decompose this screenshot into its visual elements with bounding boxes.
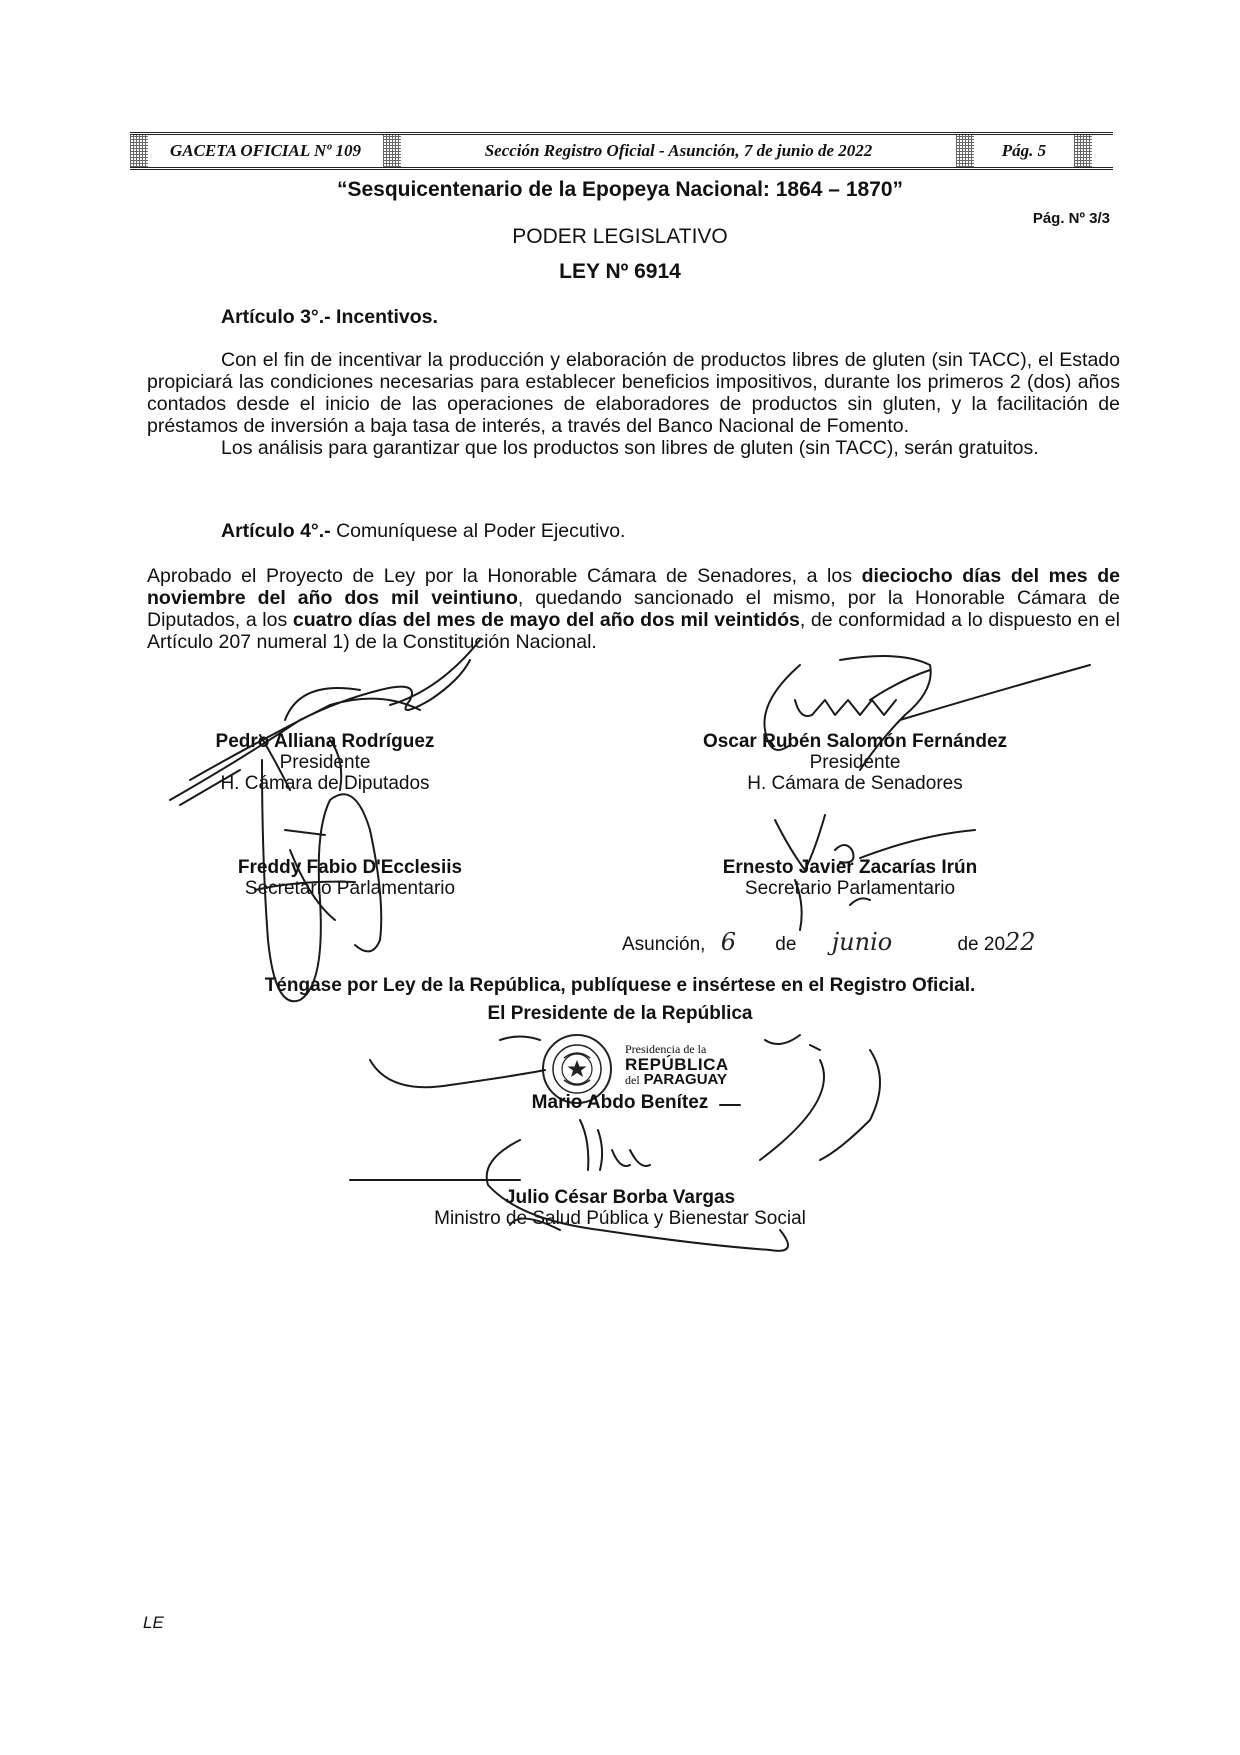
seal-line-1: Presidencia de la — [625, 1042, 707, 1056]
signatory-name: Oscar Rubén Salomón Fernández — [702, 731, 1008, 752]
minister-name: Julio César Borba Vargas — [504, 1187, 736, 1208]
signatory-senate-president — [635, 731, 1075, 794]
motto: “Sesquicentenario de la Epopeya Nacional: 1864 – 1870” — [336, 178, 904, 201]
date-month: junio — [831, 928, 893, 956]
signatory-minister — [380, 1187, 860, 1229]
signatory-title: Secretario Parlamentario — [744, 878, 956, 899]
header-hatch-pattern — [1074, 135, 1092, 167]
article-3-paragraph-2: Los análisis para garantizar que los productos son libres de gluten (sin TACC), serán gratuitos. — [221, 437, 1039, 459]
minister-title: Ministro de Salud Pública y Bienestar Social — [434, 1208, 806, 1229]
gazette-section: Sección Registro Oficial - Asunción, 7 de junio de 2022 — [484, 141, 873, 160]
date-day: 6 — [720, 928, 737, 956]
seal-line-3: PARAGUAY — [643, 1071, 728, 1088]
signatory-name: Ernesto Javier Zacarías Irún — [722, 857, 978, 878]
header-hatch-pattern — [130, 135, 148, 167]
seal-line-3-small: del — [625, 1073, 640, 1087]
approval-text-3: , de conformidad a lo dispuesto en el Artículo 207 numeral 1) de la Constitución Nacional. — [147, 609, 1120, 653]
article-3-body — [147, 349, 1120, 459]
page-number: Pág. Nº 3/3 — [1032, 210, 1110, 227]
signatory-title: Presidente — [809, 752, 901, 773]
president-heading: El Presidente de la República — [487, 1003, 753, 1024]
approval-senate-date: dieciocho días del mes de noviembre del año dos mil veintiuno — [147, 565, 1121, 609]
signatory-deputies-secretary — [185, 857, 515, 899]
article-3-paragraph-1: Con el fin de incentivar la producción y elaboración de productos libres de gluten (sin TACC), el Estado propiciará las condiciones necesarias para establecer beneficios impositivos, durante los primeros 2 (dos) años contados desde el inicio de las operaciones de elaboradores de productos sin gluten, y la facilitación de préstamos de inversión a baja tasa de interés, a través del Banco Nacional de Fomento. — [147, 349, 1120, 437]
article-3 — [147, 306, 1120, 328]
footer-code: LE — [143, 1613, 164, 1632]
signatory-senate-secretary — [665, 857, 1035, 899]
signatory-title: Secretario Parlamentario — [244, 878, 456, 899]
date-de-2: de 20 — [957, 934, 1006, 955]
signatory-name: Freddy Fabio D'Ecclesiis — [237, 857, 463, 878]
gazette-title: GACETA OFICIAL Nº 109 — [169, 141, 362, 160]
header-hatch-pattern — [383, 135, 401, 167]
approval-text-2: , quedando sancionado el mismo, por la Honorable Cámara de Diputados, a los — [147, 587, 1120, 631]
article-4-text: Comuníquese al Poder Ejecutivo. — [336, 520, 626, 542]
signatory-body: H. Cámara de Diputados — [220, 773, 430, 794]
seal-line-2: REPÚBLICA — [625, 1055, 729, 1074]
promulgation-text: Téngase por Ley de la República, publíquese e insértese en el Registro Oficial. — [264, 975, 976, 996]
article-4 — [147, 520, 1120, 542]
gazette-page: Pág. 5 — [1001, 141, 1047, 160]
signatory-deputies-president — [160, 731, 490, 794]
date-line — [622, 928, 1036, 956]
header-hatch-pattern — [956, 135, 974, 167]
date-year: 22 — [1005, 928, 1036, 956]
date-prefix: Asunción, — [622, 934, 706, 955]
president-name: Mario Abdo Benítez — [531, 1092, 709, 1113]
signatory-body: H. Cámara de Senadores — [747, 773, 963, 794]
date-de-1: de — [775, 934, 797, 955]
signatory-name: Pedro Alliana Rodríguez — [215, 731, 435, 752]
law-number: LEY Nº 6914 — [559, 260, 681, 283]
approval-paragraph — [147, 565, 1120, 653]
approval-text-1: Aprobado el Proyecto de Ley por la Honorable Cámara de Senadores, a los — [147, 565, 862, 587]
power-title: PODER LEGISLATIVO — [512, 225, 728, 248]
article-3-heading: Artículo 3°.- Incentivos. — [221, 306, 438, 328]
seal-caption — [625, 1042, 729, 1088]
approval-deputies-date: cuatro días del mes de mayo del año dos mil veintidós — [292, 609, 800, 631]
article-4-heading: Artículo 4°.- — [221, 520, 331, 542]
signatory-title: Presidente — [279, 752, 371, 773]
gazette-header — [130, 132, 1113, 170]
